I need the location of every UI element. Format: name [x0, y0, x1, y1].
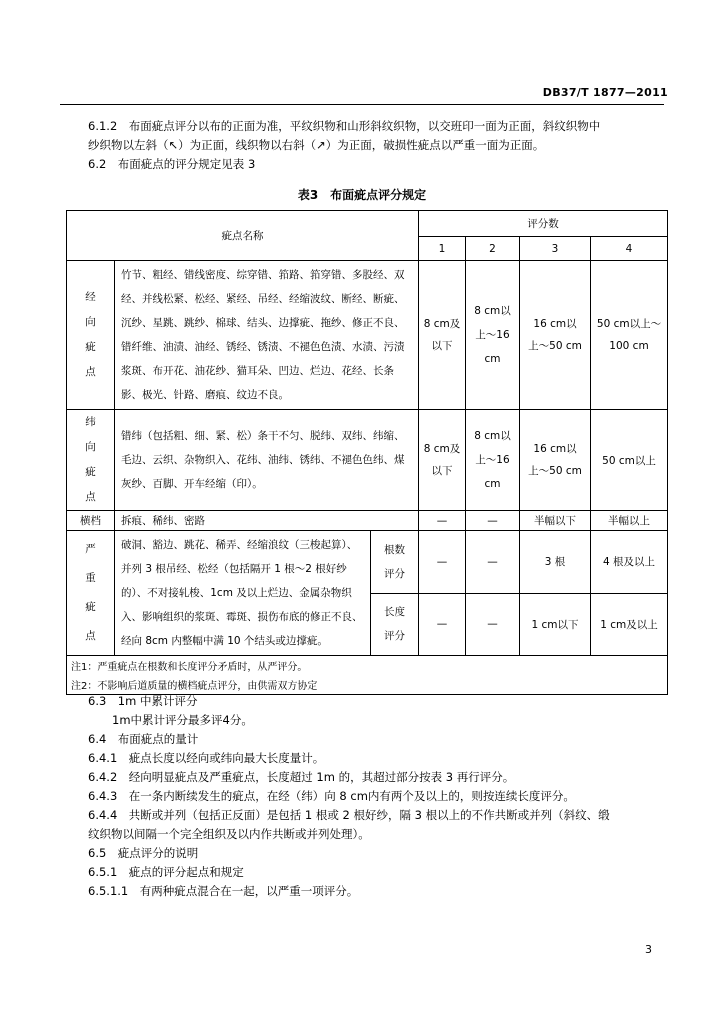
- weft-description: 错纬（包括粗、细、紧、松）条干不匀、脱纬、双纬、纬缩、毛边、云织、杂物织入、花纬、油纬、锈纬、不褪色色纬、煤灰纱、百脚、开车经缩（印）。: [115, 410, 419, 511]
- hengdang-description: 拆痕、稀纬、密路: [115, 511, 419, 531]
- score-col-2: 2: [466, 237, 520, 261]
- weft-score-4: 50 cm以上: [591, 410, 668, 511]
- severe-length-score-1: —: [419, 593, 466, 656]
- hengdang-score-1: —: [419, 511, 466, 531]
- score-col-3: 3: [520, 237, 591, 261]
- paragraph-6-2: 6.2 布面疵点的评分规定见表 3: [88, 157, 256, 171]
- severe-label: 严 重 疵 点: [67, 531, 115, 656]
- table-row-warp: [67, 261, 668, 410]
- severe-root-score-2: —: [466, 531, 520, 594]
- paragraph-6-1-2-line1: 6.1.2 布面疵点评分以布的正面为准，平纹织物和山形斜纹织物，以交班印一面为正面，斜纹织物中: [88, 119, 601, 133]
- heading-6-5: 6.5 疵点评分的说明: [88, 846, 199, 860]
- severe-description: 破洞、豁边、跳花、稀弄、经缩浪纹（三梭起算）、并列 3 根吊经、松经（包括隔开 1 根～2 根好纱的）、不对接轧梭、1cm 及以上烂边、金属杂物织入、影响组织的浆斑、霉斑、损伤布底的修正不良、经向 8cm 内整幅中满 10 个结头或边撑疵。: [115, 531, 371, 656]
- paragraph-6-4-4-line1: 6.4.4 共断或并列（包括正反面）是包括 1 根或 2 根好纱，隔 3 根以上的不作共断或并列（斜纹、缎: [88, 808, 610, 822]
- table-note-1: 注1：严重疵点在根数和长度评分矛盾时，从严评分。: [67, 656, 668, 675]
- severe-length-score-2: —: [466, 593, 520, 656]
- hengdang-score-4: 半幅以上: [591, 511, 668, 531]
- heading-6-3: 6.3 1m 中累计评分: [88, 694, 198, 708]
- severe-length-score-3: 1 cm以下: [520, 593, 591, 656]
- hengdang-score-3: 半幅以下: [520, 511, 591, 531]
- severe-length-score-4: 1 cm及以上: [591, 593, 668, 656]
- warp-score-4: 50 cm以上～ 100 cm: [591, 261, 668, 410]
- table-row-weft: [67, 410, 668, 511]
- heading-6-5-1: 6.5.1 疵点的评分起点和规定: [88, 865, 244, 879]
- hengdang-label: 横档: [67, 511, 115, 531]
- paragraph-6-4-2: 6.4.2 经向明显疵点及严重疵点，长度超过 1m 的，其超过部分按表 3 再行评分。: [88, 770, 515, 784]
- warp-label: 经 向 疵 点: [67, 261, 115, 410]
- score-col-4: 4: [591, 237, 668, 261]
- hengdang-score-2: —: [466, 511, 520, 531]
- severe-root-score-3: 3 根: [520, 531, 591, 594]
- paragraph-6-4-4-line2: 纹织物以间隔一个完全组织及以内作共断或并列处理）。: [88, 827, 370, 841]
- page-number: 3: [645, 943, 652, 956]
- paragraph-6-1-2-line2: 纱织物以左斜（↖）为正面，线织物以右斜（↗）为正面，破损性疵点以严重一面为正面。: [88, 138, 545, 152]
- paragraph-6-5-1-1: 6.5.1.1 有两种疵点混合在一起，以严重一项评分。: [88, 884, 359, 898]
- weft-score-3: 16 cm以 上～50 cm: [520, 410, 591, 511]
- header-rule: [60, 104, 664, 105]
- severe-root-score-4: 4 根及以上: [591, 531, 668, 594]
- table-row-hengdang: [67, 511, 668, 531]
- severe-root-label: 根数 评分: [371, 531, 419, 594]
- table-row-severe-root: [67, 531, 668, 594]
- severe-root-score-1: —: [419, 531, 466, 594]
- weft-score-1: 8 cm及 以下: [419, 410, 466, 511]
- warp-score-1: 8 cm及 以下: [419, 261, 466, 410]
- standard-code: DB37/T 1877—2011: [542, 86, 668, 99]
- weft-label: 纬 向 疵 点: [67, 410, 115, 511]
- header-score: 评分数: [419, 211, 668, 237]
- heading-6-4: 6.4 布面疵点的量计: [88, 732, 199, 746]
- table-note-2: 注2：不影响后道质量的横档疵点评分，由供需双方协定: [67, 675, 668, 695]
- paragraph-6-4-1: 6.4.1 疵点长度以经向或纬向最大长度量计。: [88, 751, 325, 765]
- warp-score-3: 16 cm以 上～50 cm: [520, 261, 591, 410]
- paragraph-6-4-3: 6.4.3 在一条内断续发生的疵点，在经（纬）向 8 cm内有两个及以上的，则按连续长度评分。: [88, 789, 575, 803]
- defect-score-table: [66, 210, 668, 695]
- weft-score-2: 8 cm以 上～16 cm: [466, 410, 520, 511]
- warp-score-2: 8 cm以 上～16 cm: [466, 261, 520, 410]
- paragraph-6-3: 1m中累计评分最多评4分。: [112, 713, 253, 727]
- score-col-1: 1: [419, 237, 466, 261]
- table-caption: 表3 布面疵点评分规定: [297, 188, 427, 202]
- severe-length-label: 长度 评分: [371, 593, 419, 656]
- header-defect-name: 疵点名称: [67, 211, 419, 261]
- warp-description: 竹节、粗经、错线密度、综穿错、筘路、筘穿错、多股经、双经、并线松紧、松经、紧经、吊经、经缩波纹、断经、断疵、沉纱、星跳、跳纱、棉球、结头、边撑疵、拖纱、修正不良、错纤维、油渍、油经、锈经、锈渍、不褪色色渍、水渍、污渍浆斑、布开花、油花纱、猫耳朵、凹边、烂边、花经、长条影、极光、针路、磨痕、纹边不良。: [115, 261, 419, 410]
